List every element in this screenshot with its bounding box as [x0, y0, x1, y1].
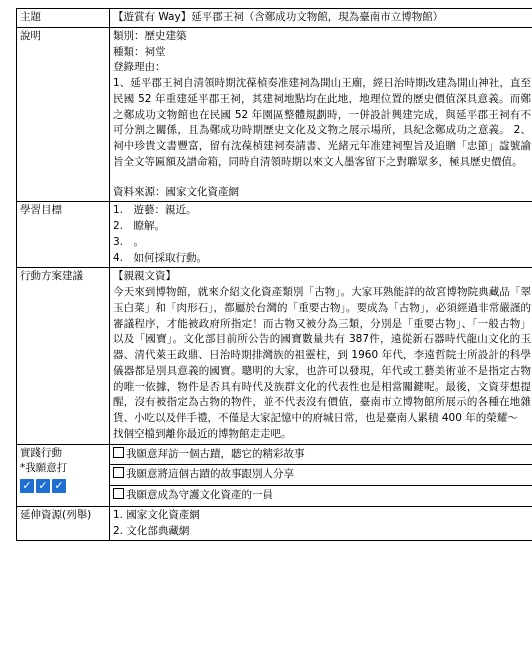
option-label: 我願意將這個古蹟的故事跟別人分享 [126, 468, 294, 481]
action-cell [110, 268, 532, 444]
action-text: 今天來到博物館，就來介紹文化資產類別「古物」。大家耳熟能詳的故宮博物院典藏品「翠玉白菜」和「肉形石」，都屬於台灣的「重要古物」。要成為「古物」，必須經過非常嚴謹的審議程序，才能被政府所指定！而古物又被分為三類，分別是「重要古物」、「一般古物」以及「國寶」。文化部目前所公告的國寶數量共有 387件，遠從新石器時代龍山文化的玉器、清代萊王政鼎、日治時期排灣族的祖靈柱，到 1960 年代，李遠哲院士所設計的科學儀器都是別具意義的國寶。聰明的大家，也許可以發現，年代或工藝美術並不是指定古物的唯一依據，物件是否具有時代及族群文化的代表性也是相當關鍵呢。最後，文資芽想提醒，沒有被指定為古物的物件，並不代表沒有價值，臺南市立博物館所展示的各種在地雜貨、小吃以及伴手禮，不僅是大家記憶中的府城日常，也是臺南人累積 400 年的榮耀～ [113, 286, 531, 424]
practice-option[interactable] [110, 465, 532, 486]
practice-option[interactable] [110, 486, 532, 506]
practice-sublabel: *我願意打 [20, 462, 68, 475]
checkbox[interactable] [113, 488, 124, 499]
category-text: 類別：歷史建築 [113, 29, 187, 42]
goals-label: 學習目標 [17, 202, 110, 268]
goals-cell [110, 202, 532, 268]
row-description [17, 27, 532, 202]
checkbox[interactable] [113, 467, 124, 478]
action-heading: 【親親文資】 [113, 270, 176, 283]
source-text: 資料來源：國家文化資產網 [113, 185, 239, 198]
action-label: 行動方案建議 [17, 268, 110, 444]
option-label: 我願意拜訪一個古蹟，聽它的精彩故事 [126, 447, 305, 460]
checkbox[interactable] [113, 447, 124, 458]
reason-heading: 登錄理由： [113, 61, 166, 74]
resources-cell [110, 506, 532, 541]
topic-label: 主題 [17, 9, 110, 28]
goal-item: 4. 如何採取行動。 [113, 251, 208, 264]
practice-options-cell [110, 444, 532, 506]
description-label: 說明 [17, 27, 110, 202]
practice-option[interactable] [110, 445, 532, 465]
goals-list [113, 203, 531, 266]
row-resources [17, 506, 532, 541]
goal-item: 3. 。 [113, 235, 145, 248]
practice-label-cell [17, 444, 110, 506]
topic-value: 【遊賞有 Way】延平郡王祠（含鄭成功文物館，現為臺南市立博物館） [110, 9, 532, 28]
row-practice [17, 444, 532, 506]
spacer [113, 171, 531, 185]
goal-item: 2. 瞭解。 [113, 220, 166, 232]
type-text: 種類：祠堂 [113, 45, 166, 58]
checkmark-icon: ✓ [36, 479, 50, 493]
goal-item: 1. 遊藝：親近。 [113, 204, 197, 217]
practice-options [110, 445, 532, 506]
practice-label: 實踐行動 [20, 446, 62, 459]
resource-item[interactable]: 2. 文化部典藏網 [113, 524, 190, 537]
option-label: 我願意成為守護文化資產的一員 [126, 489, 273, 501]
row-action [17, 268, 532, 444]
resources-label: 延伸資源(列舉) [17, 506, 110, 541]
action-closing: 找個空檔到離你最近的博物館走走吧。 [113, 427, 292, 440]
description-cell [110, 27, 532, 202]
checkmark-icon: ✓ [20, 479, 34, 493]
worksheet-table [16, 8, 532, 541]
reason-text: 1、延平郡王祠自清領時期沈葆楨奏准建祠為開山王廟，經日治時期改建為開山神社，直至民國 52 年重建延平郡王祠，其建祠地點均在此地，地理位置的歷史價值深具意義。而鄭之鄭成功文物館也在民國 52 年園區整體規劃時，一併設計興建完成，與延平郡王祠有不可分割之關係，且為鄭成功時期歷史文化及文物之展示場所，具紀念鄭成功之意義。 2、祠中珍貴文書豐富，留有沈葆楨建祠奏請書、光緒元年准建祠聖旨及追贈「忠節」諡號諭旨全文等匾額及譜命箱，同時自清領時期以來文人墨客留下之對聯眾多，極具歷史價值。 [113, 77, 531, 168]
checkmarks [20, 479, 106, 493]
resource-item[interactable]: 1. 國家文化資產網 [113, 508, 200, 521]
checkmark-icon: ✓ [52, 479, 66, 493]
row-topic [17, 9, 532, 28]
row-goals [17, 202, 532, 268]
